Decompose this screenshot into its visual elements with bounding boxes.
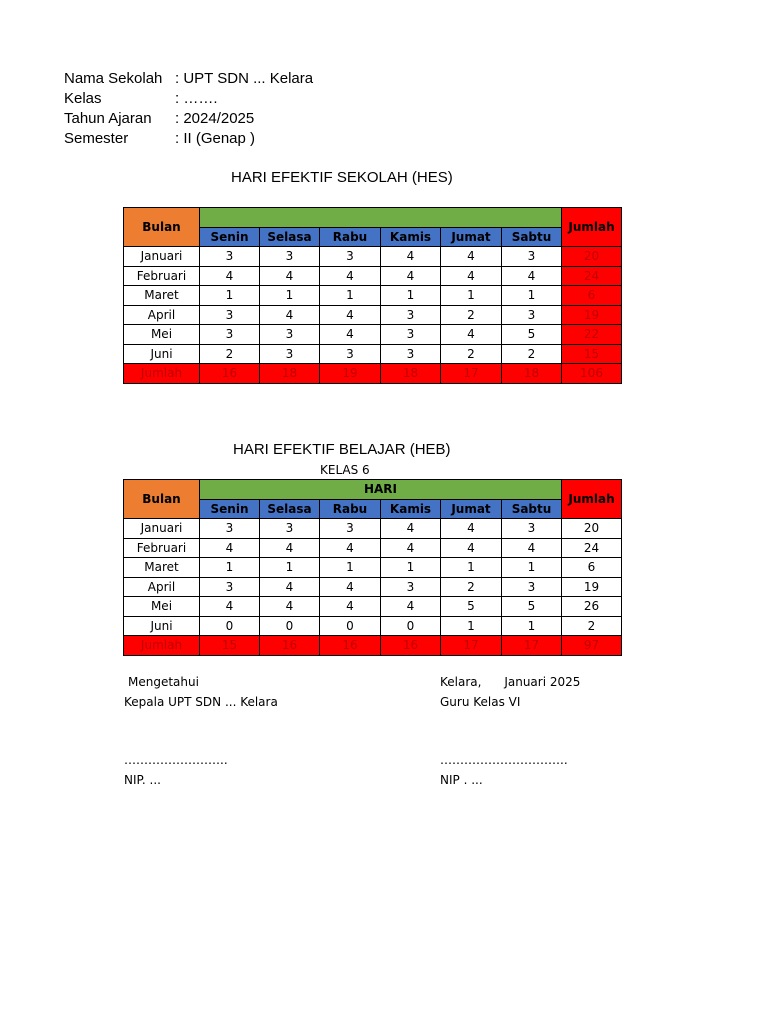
value-cell: 4	[260, 538, 320, 558]
value-cell: 4	[320, 266, 381, 286]
value-cell: 4	[200, 597, 260, 617]
row-total-cell: 6	[562, 558, 622, 578]
value-cell: 4	[381, 519, 441, 539]
value-cell: 3	[320, 344, 381, 364]
teacher-signature-line: …………………………..	[440, 753, 568, 767]
row-total-cell: 24	[562, 538, 622, 558]
value-cell: 3	[260, 344, 320, 364]
day-header: Kamis	[381, 499, 441, 519]
total-cell: 18	[381, 364, 441, 384]
bulan-header: Bulan	[124, 208, 200, 247]
day-header: Selasa	[260, 227, 320, 247]
total-cell: 15	[200, 636, 260, 656]
value-cell: 4	[260, 597, 320, 617]
heb-title: HARI EFEKTIF BELAJAR (HEB)	[233, 441, 451, 458]
teacher-title: Guru Kelas VI	[440, 695, 521, 709]
value-cell: 1	[381, 558, 441, 578]
day-header: Sabtu	[502, 227, 562, 247]
value-cell: 4	[260, 577, 320, 597]
value-cell: 4	[381, 247, 441, 267]
jumlah-header: Jumlah	[562, 208, 622, 247]
grand-total-cell: 97	[562, 636, 622, 656]
value-cell: 1	[260, 286, 320, 306]
heb-table	[123, 479, 622, 656]
principal-title: Kepala UPT SDN ... Kelara	[124, 695, 278, 709]
value-cell: 4	[260, 266, 320, 286]
row-total-cell: 20	[562, 247, 622, 267]
table-row	[124, 558, 622, 578]
row-total-cell: 26	[562, 597, 622, 617]
value-cell: 1	[260, 558, 320, 578]
hes-table	[123, 207, 622, 384]
value-cell: 4	[381, 597, 441, 617]
value-cell: 3	[260, 519, 320, 539]
row-total-cell: 6	[562, 286, 622, 306]
month-cell: Mei	[124, 325, 200, 345]
total-cell: 17	[441, 364, 502, 384]
heb-table-body	[124, 519, 622, 656]
class-label: Kelas	[64, 90, 102, 107]
semester-label: Semester	[64, 130, 129, 147]
value-cell: 2	[441, 344, 502, 364]
value-cell: 4	[260, 305, 320, 325]
row-total-cell: 24	[562, 266, 622, 286]
table-row	[124, 519, 622, 539]
value-cell: 3	[381, 344, 441, 364]
value-cell: 3	[502, 305, 562, 325]
table-row	[124, 577, 622, 597]
school-year-label: Tahun Ajaran	[64, 110, 152, 127]
value-cell: 3	[381, 305, 441, 325]
value-cell: 1	[381, 286, 441, 306]
value-cell: 4	[441, 325, 502, 345]
value-cell: 4	[200, 538, 260, 558]
value-cell: 1	[441, 286, 502, 306]
value-cell: 4	[320, 597, 381, 617]
value-cell: 5	[502, 325, 562, 345]
table-row	[124, 286, 622, 306]
value-cell: 1	[502, 616, 562, 636]
totals-row	[124, 636, 622, 656]
value-cell: 5	[502, 597, 562, 617]
value-cell: 1	[320, 286, 381, 306]
value-cell: 4	[441, 519, 502, 539]
value-cell: 2	[200, 344, 260, 364]
totals-row	[124, 364, 622, 384]
day-header: Sabtu	[502, 499, 562, 519]
total-cell: 18	[260, 364, 320, 384]
principal-nip: NIP. ...	[124, 773, 161, 787]
value-cell: 3	[200, 577, 260, 597]
value-cell: 0	[381, 616, 441, 636]
totals-label: Jumlah	[124, 364, 200, 384]
hari-header	[200, 208, 562, 228]
table-row	[124, 266, 622, 286]
month-cell: Februari	[124, 266, 200, 286]
value-cell: 1	[502, 558, 562, 578]
value-cell: 2	[441, 577, 502, 597]
value-cell: 4	[502, 266, 562, 286]
value-cell: 4	[441, 538, 502, 558]
total-cell: 16	[320, 636, 381, 656]
table-row	[124, 597, 622, 617]
row-total-cell: 15	[562, 344, 622, 364]
table-row	[124, 305, 622, 325]
value-cell: 4	[441, 247, 502, 267]
row-total-cell: 20	[562, 519, 622, 539]
value-cell: 3	[200, 247, 260, 267]
value-cell: 1	[320, 558, 381, 578]
value-cell: 3	[502, 519, 562, 539]
table-row	[124, 538, 622, 558]
school-year-value: : 2024/2025	[175, 110, 255, 127]
principal-signature-line: ……………………..	[124, 753, 228, 767]
total-cell: 17	[502, 636, 562, 656]
total-cell: 17	[441, 636, 502, 656]
place-date: Kelara, Januari 2025	[440, 675, 581, 689]
value-cell: 3	[502, 577, 562, 597]
month-cell: April	[124, 577, 200, 597]
value-cell: 1	[502, 286, 562, 306]
row-total-cell: 19	[562, 577, 622, 597]
month-cell: Januari	[124, 519, 200, 539]
table-row	[124, 344, 622, 364]
heb-subtitle: KELAS 6	[320, 463, 370, 477]
row-total-cell: 19	[562, 305, 622, 325]
value-cell: 4	[320, 305, 381, 325]
day-header: Kamis	[381, 227, 441, 247]
month-cell: Juni	[124, 616, 200, 636]
value-cell: 3	[260, 325, 320, 345]
totals-label: Jumlah	[124, 636, 200, 656]
month-cell: Mei	[124, 597, 200, 617]
bulan-header: Bulan	[124, 480, 200, 519]
acknowledged-label: Mengetahui	[128, 675, 199, 689]
month-cell: April	[124, 305, 200, 325]
value-cell: 1	[441, 616, 502, 636]
value-cell: 2	[441, 305, 502, 325]
month-cell: Maret	[124, 558, 200, 578]
month-cell: Maret	[124, 286, 200, 306]
value-cell: 4	[320, 577, 381, 597]
value-cell: 1	[200, 558, 260, 578]
row-total-cell: 2	[562, 616, 622, 636]
school-name-value: : UPT SDN ... Kelara	[175, 70, 314, 87]
value-cell: 4	[441, 266, 502, 286]
value-cell: 3	[320, 247, 381, 267]
value-cell: 5	[441, 597, 502, 617]
day-header: Senin	[200, 227, 260, 247]
value-cell: 3	[200, 305, 260, 325]
table-row	[124, 616, 622, 636]
value-cell: 3	[502, 247, 562, 267]
value-cell: 4	[320, 325, 381, 345]
day-header: Jumat	[441, 499, 502, 519]
value-cell: 3	[381, 577, 441, 597]
value-cell: 3	[200, 325, 260, 345]
semester-value: : II (Genap )	[175, 130, 256, 147]
day-header: Senin	[200, 499, 260, 519]
day-header: Selasa	[260, 499, 320, 519]
total-cell: 18	[502, 364, 562, 384]
day-header: Rabu	[320, 499, 381, 519]
day-header: Jumat	[441, 227, 502, 247]
month-cell: Februari	[124, 538, 200, 558]
value-cell: 4	[320, 538, 381, 558]
row-total-cell: 22	[562, 325, 622, 345]
total-cell: 16	[200, 364, 260, 384]
school-name-label: Nama Sekolah	[64, 70, 163, 87]
grand-total-cell: 106	[562, 364, 622, 384]
teacher-nip: NIP . ...	[440, 773, 483, 787]
hari-header: HARI	[200, 480, 562, 500]
value-cell: 3	[320, 519, 381, 539]
class-value: : …….	[175, 90, 218, 107]
value-cell: 3	[381, 325, 441, 345]
value-cell: 3	[260, 247, 320, 267]
value-cell: 4	[502, 538, 562, 558]
total-cell: 19	[320, 364, 381, 384]
table-row	[124, 325, 622, 345]
value-cell: 1	[441, 558, 502, 578]
value-cell: 3	[200, 519, 260, 539]
value-cell: 4	[381, 266, 441, 286]
day-header: Rabu	[320, 227, 381, 247]
hes-title: HARI EFEKTIF SEKOLAH (HES)	[231, 169, 453, 186]
jumlah-header: Jumlah	[562, 480, 622, 519]
hes-table-body	[124, 247, 622, 384]
value-cell: 2	[502, 344, 562, 364]
month-cell: Januari	[124, 247, 200, 267]
value-cell: 4	[381, 538, 441, 558]
total-cell: 16	[260, 636, 320, 656]
value-cell: 1	[200, 286, 260, 306]
value-cell: 0	[260, 616, 320, 636]
table-row	[124, 247, 622, 267]
value-cell: 0	[200, 616, 260, 636]
total-cell: 16	[381, 636, 441, 656]
value-cell: 0	[320, 616, 381, 636]
month-cell: Juni	[124, 344, 200, 364]
value-cell: 4	[200, 266, 260, 286]
